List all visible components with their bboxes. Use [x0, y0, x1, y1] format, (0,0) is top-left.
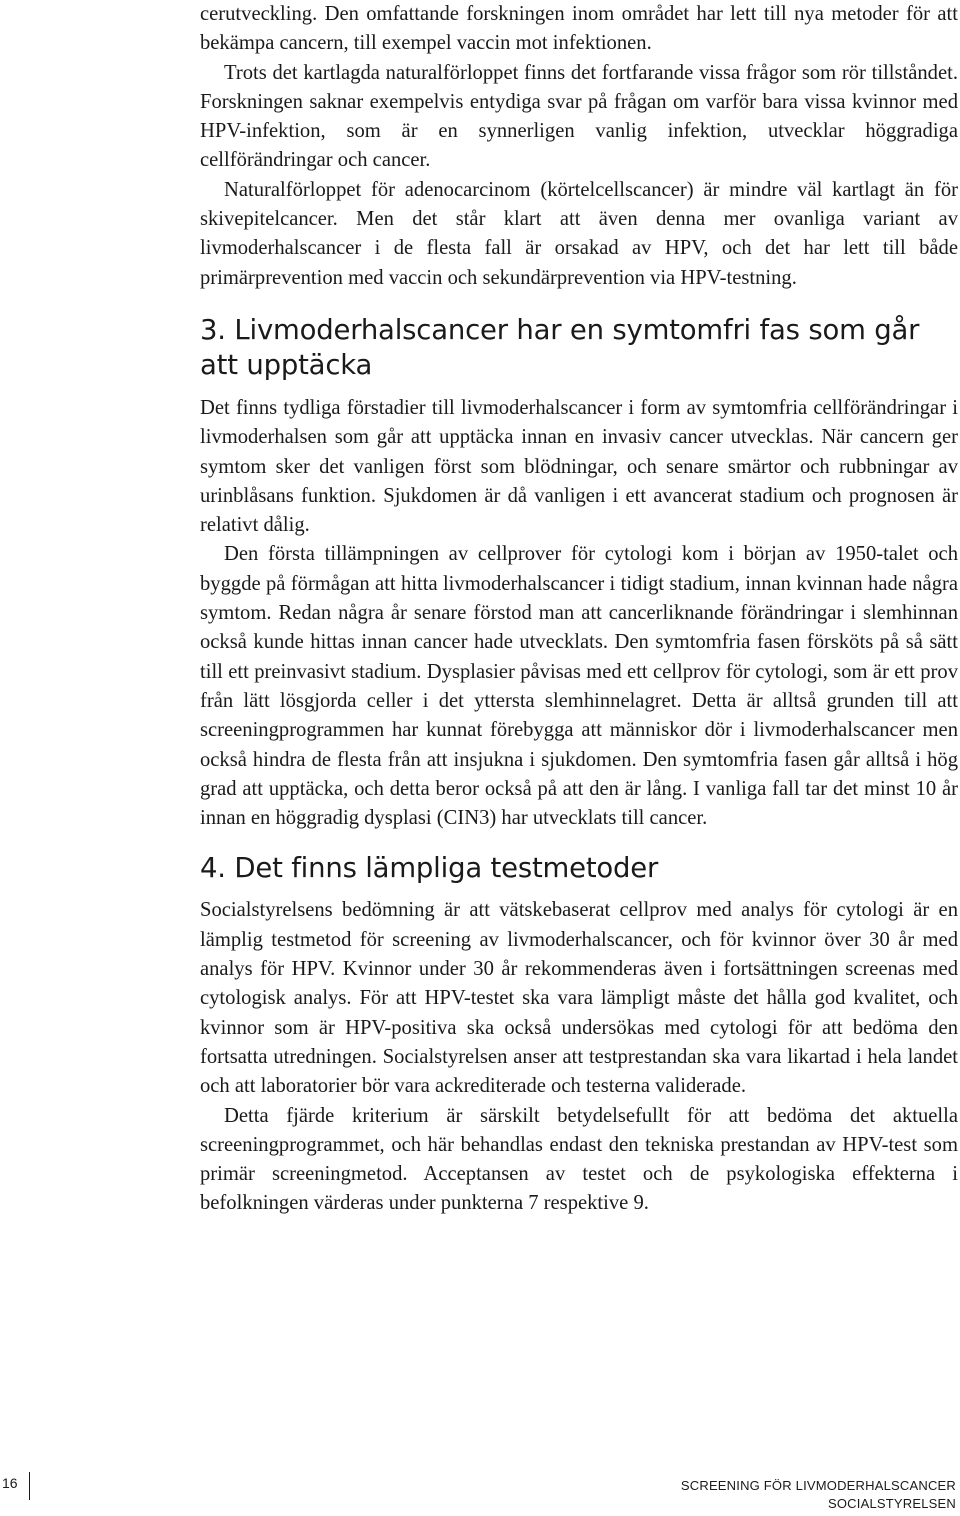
document-body: [200, 0, 958, 1219]
paragraph: Detta fjärde kriterium är särskilt betydelsefullt för att bedöma det aktuella screeningprogrammet, och här behandlas endast den tekniska prestandan av HPV-test som primär screeningmetod. Acceptansen av testet och de psykologiska effekterna i befolkningen värderas under punkterna 7 respektive 9.: [200, 1104, 958, 1215]
section-heading: 4. Det finns lämpliga testmetoder: [200, 852, 659, 885]
paragraph: Trots det kartlagda naturalförloppet finns det fortfarande vissa frågor som rör tillståndet. Forskningen saknar exempelvis entydiga svar på frågan om varför bara vissa kvinnor med HPV-infektion, som är en synnerligen vanlig infektion, utvecklar höggradiga cellförändringar och cancer.: [200, 61, 958, 172]
paragraph: Naturalförloppet för adenocarcinom (körtelcellscancer) är mindre väl kartlagt än för skivepitelcancer. Men det står klart att även denna mer ovanliga variant av livmoderhalscancer i de flesta fall är orsakad av HPV, och det har lett till både primärprevention med vaccin och sekundärprevention via HPV-testning.: [200, 178, 958, 289]
footer-publisher: SOCIALSTYRELSEN: [828, 1496, 956, 1511]
running-footer: [681, 1477, 956, 1513]
page-number: 16: [2, 1475, 18, 1491]
paragraph: Socialstyrelsens bedömning är att vätskebaserat cellprov med analys för cytologi är en lämplig testmetod för screening av livmoderhalscancer, och för kvinnor över 30 år med analys för HPV. Kvinnor under 30 år rekommenderas även i fortsättningen screenas med cytologisk analys. För att HPV-testet ska vara lämpligt måste det hålla god kvalitet, och kvinnor som är HPV-positiva ska också undersökas med cytologi för att bedöma den fortsatta utredningen. Socialstyrelsen anser att testprestandan ska vara likartad i hela landet och att laboratorier bör vara ackrediterade och testerna validerade.: [200, 899, 958, 1098]
paragraph: Det finns tydliga förstadier till livmoderhalscancer i form av symtomfria cellförändringar i livmoderhalsen som går att upptäcka innan en invasiv cancer utvecklas. När cancern ger symtom sker det vanligen först som blödningar, och senare smärtor och rubbningar av urinblåsans funktion. Sjukdomen är då vanligen i ett avancerat stadium och prognosen är relativt dålig.: [200, 396, 958, 537]
paragraph: cerutveckling. Den omfattande forskningen inom området har lett till nya metoder för att bekämpa cancern, till exempel vaccin mot infektionen.: [200, 3, 958, 55]
footer-divider: [29, 1472, 30, 1500]
paragraph: Den första tillämpningen av cellprover för cytologi kom i början av 1950-talet och byggde på förmågan att hitta livmoderhalscancer i tidigt stadium, innan kvinnan hade några symtom. Redan några år senare förstod man att cancerliknande förändringar i slemhinnan också kunde hittas innan cancer hade utvecklats. Den symtomfria fasen försköts på så sätt till ett preinvasivt stadium. Dysplasier påvisas med ett cellprov för cytologi, som är ett prov från lätt lösgjorda celler i det yttersta slemhinnelagret. Detta är alltså grunden till att screeningprogrammen har kunnat förebygga att människor dör i livmoderhalscancer men också hindra de flesta från att insjukna i sjukdomen. Den symtomfria fasen går alltså i hög grad att upptäcka, och detta beror också på att den är lång. I vanliga fall tar det minst 10 år innan en höggradig dysplasi (CIN3) har utvecklats till cancer.: [200, 543, 958, 830]
section-heading: 3. Livmoderhalscancer har en symtomfri fas som går att upptäcka: [200, 313, 920, 381]
footer-title: SCREENING FÖR LIVMODERHALSCANCER: [680, 1478, 956, 1493]
